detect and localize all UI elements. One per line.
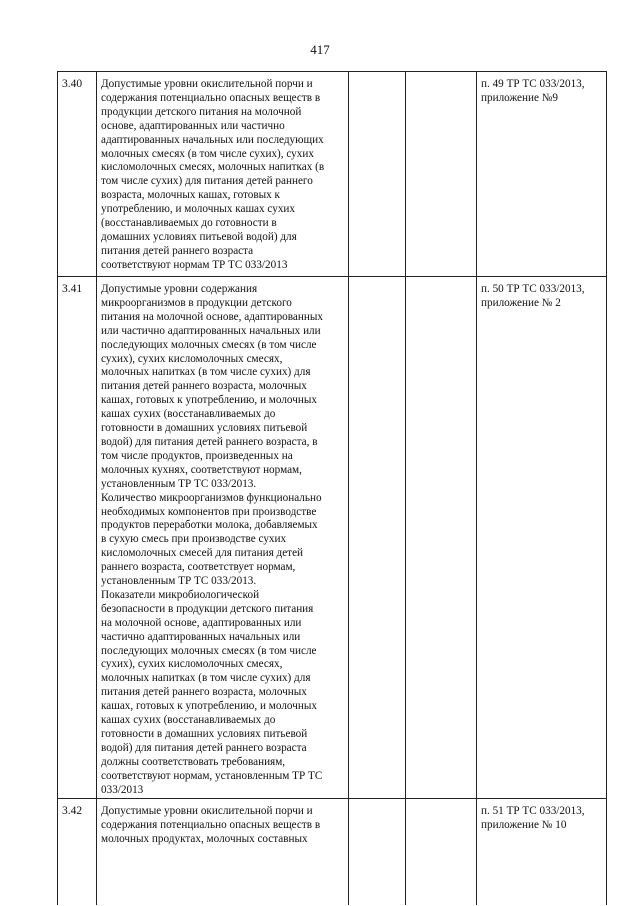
- table-row: [58, 72, 606, 277]
- row-number: 3.40: [62, 78, 83, 90]
- requirement-text: Допустимые уровни окислительной порчи и содержания потенциально опасных веществ в продукции детского питания на молочной основе, адаптированных или частично адаптированных начальных или последующих молочных смесях (в том числе сухих), сухих кисломолочных смесях, молочных напитках (в том числе сухих) для питания детей раннего возраста, молочных кашах, готовых к употреблению, и молочных кашах сухих (восстанавливаемых до готовности в домашних условиях питьевой водой) для питания детей раннего возраста соответствуют нормам ТР ТС 033/2013: [101, 78, 325, 271]
- page-number: 417: [310, 42, 330, 57]
- regulation-reference: п. 49 ТР ТС 033/2013, приложение №9: [481, 78, 585, 104]
- table-row: [58, 799, 606, 906]
- row-number: 3.41: [62, 283, 83, 295]
- row-number: 3.42: [62, 805, 83, 817]
- requirements-table: [57, 71, 607, 905]
- regulation-reference: п. 50 ТР ТС 033/2013, приложение № 2: [481, 283, 585, 309]
- requirement-text: Допустимые уровни окислительной порчи и содержания потенциально опасных веществ в молочных продуктах, молочных составных: [101, 805, 321, 845]
- requirement-text: Допустимые уровни содержания микроорганизмов в продукции детского питания на молочной основе, адаптированных или частично адаптированных начальных или последующих молочных смесях (в том числе сухих), сухих кисломолочных смесях, молочных напитках (в том числе сухих) для питания детей раннего возраста, молочных кашах, готовых к употреблению, и молочных кашах сухих (восстанавливаемых до готовности в домашних условиях питьевой водой) для питания детей раннего возраста, в том числе продуктов, произведенных на молочных кухнях, соответствуют нормам, установленным ТР ТС 033/2013. Количество микроорганизмов функционально необходимых компонентов при производстве продуктов переработки молока, добавляемых в сухую смесь при производстве сухих кисломолочных смесей для питания детей раннего возраста, соответствует нормам, установленным ТР ТС 033/2013. Показатели микробиологической безопасности в продукции детского питания на молочной основе, адаптированных или частично адаптированных начальных или последующих молочных смесях (в том числе сухих), сухих кисломолочных смесях, молочных напитках (в том числе сухих) для питания детей раннего возраста, молочных кашах, готовых к употреблению, и молочных кашах сухих (восстанавливаемых до готовности в домашних условиях питьевой водой) для питания детей раннего возраста должны соответствовать требованиям, соответствуют нормам, установленным ТР ТС 033/2013: [101, 283, 323, 796]
- table-row: [58, 277, 606, 799]
- regulation-reference: п. 51 ТР ТС 033/2013, приложение № 10: [481, 805, 585, 831]
